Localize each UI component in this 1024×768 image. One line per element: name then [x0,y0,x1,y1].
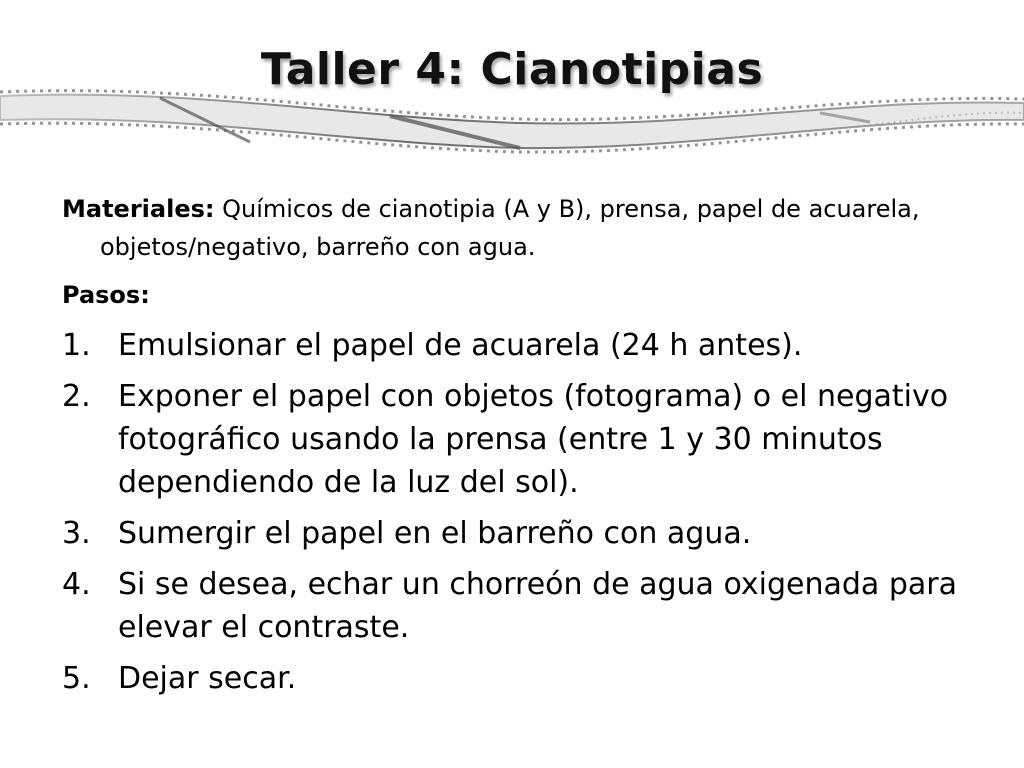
materials-label: Materiales: [62,195,215,223]
step-text: Exponer el papel con objetos (fotograma) o el negativo fotográfico usando la prensa (entre 1 y 30 minutos dependiendo de la luz del sol). [118,379,949,500]
step-number: 2. [62,379,91,414]
materials-paragraph [62,190,982,266]
steps-list [62,324,982,700]
slide-body [62,190,982,708]
step-number: 5. [62,661,91,696]
step-text: Dejar secar. [118,661,297,696]
step-text: Si se desea, echar un chorreón de agua oxigenada para elevar el contraste. [118,567,957,645]
step-number: 3. [62,516,91,551]
step-text: Emulsionar el papel de acuarela (24 h antes). [118,328,803,363]
steps-heading-label: Pasos: [62,281,150,309]
step-text: Sumergir el papel en el barreño con agua. [118,516,752,551]
slide-title: Taller 4: Cianotipias [260,44,764,95]
list-item [62,324,982,367]
step-number: 4. [62,567,91,602]
steps-heading [62,276,982,314]
materials-text: Químicos de cianotipia (A y B), prensa, papel de acuarela, objetos/negativo, barreño con agua. [100,195,920,261]
list-item [62,375,982,504]
list-item [62,657,982,700]
list-item [62,563,982,649]
list-item [62,512,982,555]
step-number: 1. [62,328,91,363]
